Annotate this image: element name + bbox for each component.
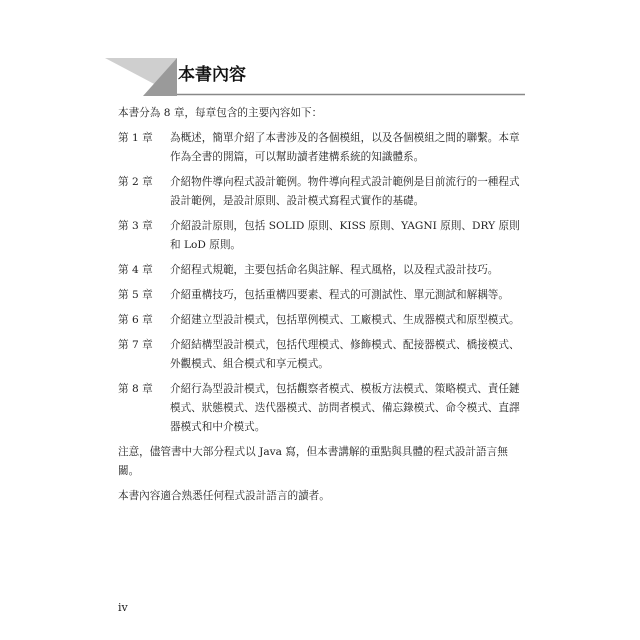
chapter-item	[118, 380, 520, 437]
chapter-label: 第 3 章	[118, 220, 153, 232]
header-band-graphic	[105, 58, 525, 96]
chapter-label: 第 7 章	[118, 339, 153, 351]
chapter-item	[118, 129, 520, 167]
chapter-label: 第 5 章	[118, 289, 153, 301]
chapter-item	[118, 217, 520, 255]
chapter-description: 介紹重構技巧，包括重構四要素、程式的可測試性、單元測試和解耦等。	[170, 289, 509, 301]
chapter-label: 第 1 章	[118, 132, 153, 144]
chapter-label: 第 6 章	[118, 314, 153, 326]
page-title: 本書內容	[178, 65, 246, 85]
chapter-label: 第 2 章	[118, 176, 153, 188]
content-body	[118, 104, 520, 512]
audience-paragraph: 本書內容適合熟悉任何程式設計語言的讀者。	[118, 490, 330, 502]
chapter-label: 第 8 章	[118, 383, 153, 395]
chapter-description: 介紹程式規範，主要包括命名與註解、程式風格，以及程式設計技巧。	[170, 264, 499, 276]
chapter-description: 為概述，簡單介紹了本書涉及的各個模組，以及各個模組之間的聯繫。本章作為全書的開篇，可以幫助讀者建構系統的知識體系。	[170, 132, 520, 163]
chapter-item	[118, 336, 520, 374]
chapter-item	[118, 311, 520, 330]
page-number: iv	[118, 601, 128, 614]
chapter-description: 介紹結構型設計模式，包括代理模式、修飾模式、配接器模式、橋接模式、外觀模式、組合模式和享元模式。	[170, 339, 520, 370]
chapter-description: 介紹建立型設計模式，包括單例模式、工廠模式、生成器模式和原型模式。	[170, 314, 520, 326]
note-paragraph: 注意，儘管書中大部分程式以 Java 寫，但本書講解的重點與具體的程式設計語言無關。	[118, 446, 508, 477]
chapter-description: 介紹物件導向程式設計範例。物件導向程式設計範例是目前流行的一種程式設計範例，是設計原則、設計模式寫程式實作的基礎。	[170, 176, 520, 207]
chapter-item	[118, 286, 520, 305]
chapter-description: 介紹設計原則，包括 SOLID 原則、KISS 原則、YAGNI 原則、DRY 原則和 LoD 原則。	[170, 220, 520, 251]
chapter-item	[118, 261, 520, 280]
chapter-description: 介紹行為型設計模式，包括觀察者模式、模板方法模式、策略模式、責任鏈模式、狀態模式、迭代器模式、訪問者模式、備忘錄模式、命令模式、直譯器模式和中介模式。	[170, 383, 520, 433]
header-band	[105, 58, 525, 96]
chapter-label: 第 4 章	[118, 264, 153, 276]
chapter-item	[118, 173, 520, 211]
intro-paragraph: 本書分為 8 章，每章包含的主要內容如下：	[118, 107, 323, 119]
